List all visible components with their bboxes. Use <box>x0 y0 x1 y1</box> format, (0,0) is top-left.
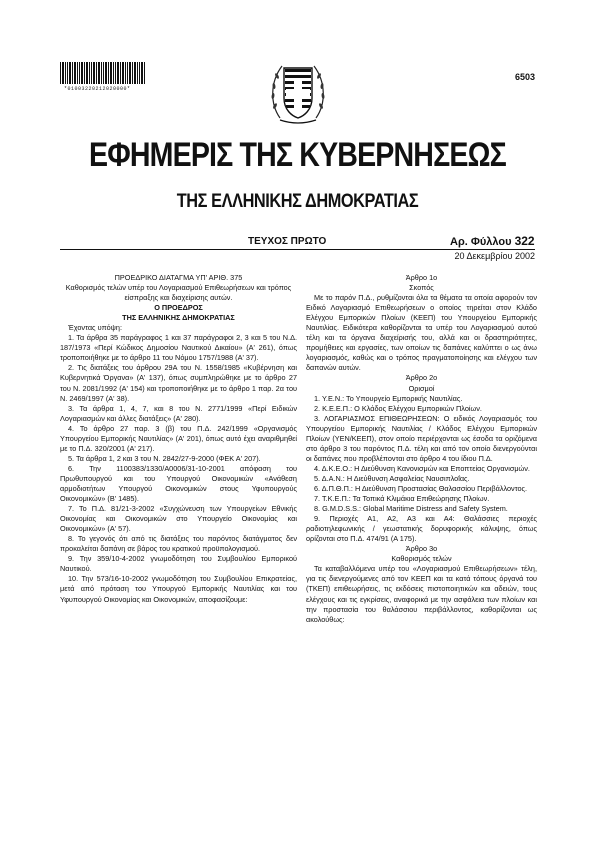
right-column <box>306 273 537 625</box>
paragraph: 10. Την 573/16-10-2002 γνωμοδότηση του Συμβουλίου Επικρατείας, μετά από πρόταση του Υπουργού Εμπορικής Ναυτιλίας και του Υφυπουργού Οικονομίας και Οικονομικών, αποφασίζουμε: <box>60 574 297 604</box>
paragraph: 4. Δ.Κ.Ε.Ο.: Η Διεύθυνση Κανονισμών και Εποπτείας Οργανισμών. <box>314 463 530 473</box>
article-3-title: Καθορισμός τελών <box>391 554 452 564</box>
article-2-title: Ορισμοί <box>408 383 435 393</box>
paragraph: 1. Τα άρθρα 35 παράγραφος 1 και 37 παράγραφοι 2, 3 και 5 του Ν.Δ. 187/1973 «Περί Κώδικος Δημοσίου Ναυτικού Δικαίου» (Α' 261), όπως τροποποιήθηκε με το άρθρο 11 του Νόμου 1757/1988 (Α' 37). <box>60 333 297 363</box>
greek-coat-of-arms-icon <box>268 56 328 128</box>
article-3-heading: Άρθρο 3ο <box>405 544 438 554</box>
article-2-heading: Άρθρο 2ο <box>405 373 438 383</box>
paragraph: 3. Τα άρθρα 1, 4, 7, και 8 του Ν. 2771/1999 «Περί Ειδικών Λογαριασμών και άλλες διατάξεις» (Α' 280). <box>60 403 297 423</box>
paragraph: 6. Την 1100383/1330/Α0006/31-10-2001 απόφαση του Πρωθυπουργού και του Υπουργού Οικονομικών «Ανάθεση αρμοδιοτήτων Υπουργού Οικονομικών στους Υφυπουργούς Οικονομικών» (Β' 1485). <box>60 463 297 504</box>
paragraph: Τα καταβαλλόμενα υπέρ του «Λογαριασμού Επιθεωρήσεων» τέλη, για τις διενεργούμενες από τον ΚΕΕΠ και τα κατά τόπους όργανά του (ΤΚΕΠ) επιθεωρήσεις, τις εκδόσεις πιστοποιητικών και αδειών, τους ελέγχους και τις εγκρίσεις, αναφορικά με την ασφάλεια των πλοίων και την προστασία του θαλάσσιου περιβάλλοντος, καθορίζονται ως ακολούθως: <box>306 564 537 624</box>
sheet-number-value: 322 <box>514 234 535 248</box>
paragraph: Με το παρόν Π.Δ., ρυθμίζονται όλα τα θέματα τα οποία αφορούν τον Ειδικό Λογαριασμό Επιθεωρήσεων ο οποίος τηρείται στον Κλάδο Ελέγχου Εμπορικών Πλοίων (ΚΕΕΠ) του Υπουργείου Εμπορικής Ναυτιλίας. Ειδικότερα καθορίζονται τα υπέρ του Λογαριασμού αυτού τέλη και τα όργανα διαχείρισής του, αλλά και οι δραστηριότητες, προμήθειες και εργασίες, των οποίων τις δαπάνες καλύπτει ο ως άνω λογαριασμός, καθώς και ο τρόπος πραγματοποίησης και ελέγχου των δαπανών αυτών. <box>306 293 537 373</box>
issue-date: 20 Δεκεμβρίου 2002 <box>454 251 535 261</box>
paragraph: 7. Το Π.Δ. 81/21-3-2002 «Συγχώνευση των Υπουργείων Εθνικής Οικονομίας και Οικονομικών στο Υπουργείο Οικονομίας και Οικονομικών» (Α' 57). <box>60 504 297 534</box>
gazette-subtitle: ΤΗΣ ΕΛΛΗΝΙΚΗΣ ΔΗΜΟΚΡΑΤΙΑΣ <box>176 191 419 212</box>
header-divider <box>60 249 535 250</box>
paragraph: 5. Τα άρθρα 1, 2 και 3 του Ν. 2842/27-9-2000 (ΦΕΚ Α' 207). <box>68 453 261 463</box>
sheet-label: Αρ. Φύλλου <box>450 236 512 248</box>
republic-heading: ΤΗΣ ΕΛΛΗΝΙΚΗΣ ΔΗΜΟΚΡΑΤΙΑΣ <box>122 313 235 323</box>
sheet-number <box>450 234 535 248</box>
paragraph: 3. ΛΟΓΑΡΙΑΣΜΟΣ ΕΠΙΘΕΩΡΗΣΕΩΝ: Ο ειδικός Λογαριασμός του Υπουργείου Εμπορικής Ναυτιλίας / Κλάδος Ελέγχου Εμπορικών Πλοίων (ΥΕΝ/ΚΕΕΠ), στον οποίο περιέρχονται ως έσοδα τα οριζόμενα στο άρθρο 3 του παρόντος Π.Δ. τέλη και από τον οποίο διενεργούνται οι δαπάνες που προβλέπονται στο άρθρο 4 του ίδιου Π.Δ. <box>306 413 537 463</box>
article-1-title: Σκοπός <box>409 283 434 293</box>
page-number: 6503 <box>514 72 535 82</box>
paragraph: 9. Περιοχές Α1, Α2, Α3 και Α4: Θαλάσσιες περιοχές ραδιοτηλεφωνικής / γεωστατικής δορυφορικής κάλυψης, όπως ορίζονται στο Π.Δ. 474/91 (Α 175). <box>306 514 537 544</box>
paragraph: 8. G.M.D.S.S.: Global Maritime Distress and Safety System. <box>314 504 508 514</box>
paragraph: Έχοντας υπόψη: <box>68 323 122 333</box>
president-heading: Ο ΠΡΟΕΔΡΟΣ <box>154 303 203 313</box>
paragraph: 2. Κ.Ε.Ε.Π.: Ο Κλάδος Ελέγχου Εμπορικών Πλοίων. <box>314 403 482 413</box>
paragraph: 5. Δ.Α.Ν.: Η Διεύθυνση Ασφαλείας Ναυσιπλοΐας. <box>314 473 470 483</box>
barcode-number: *01003220212020000* <box>64 86 131 92</box>
paragraph: 4. Το άρθρο 27 παρ. 3 (β) του Π.Δ. 242/1999 «Οργανισμός Υπουργείου Εμπορικής Ναυτιλίας» (Α' 201), όπως αυτό έχει αναριθμηθεί με το Π.Δ. 320/2001 (Α' 217). <box>60 423 297 453</box>
paragraph: 2. Τις διατάξεις του άρθρου 29Α του Ν. 1558/1985 «Κυβέρνηση και Κυβερνητικά Όργανα» (Α' 137), όπως συμπληρώθηκε με το άρθρο 27 του Ν. 2081/1992 (Α' 154) και τροποποιήθηκε με το άρθρο 1 παρ. 2α του Ν. 2469/1997 (Α' 38). <box>60 363 297 403</box>
paragraph: 8. Το γεγονός ότι από τις διατάξεις του παρόντος διατάγματος δεν προκαλείται δαπάνη σε βάρος του κρατικού προϋπολογισμού. <box>60 534 297 554</box>
paragraph: 6. Δ.Π.Θ.Π.: Η Διεύθυνση Προστασίας Θαλασσίου Περιβάλλοντος. <box>314 483 528 493</box>
left-column <box>60 273 297 605</box>
issue-label: ΤΕΥΧΟΣ ΠΡΩΤΟ <box>248 236 327 247</box>
decree-summary: Καθορισμός τελών υπέρ του Λογαριασμού Επιθεωρήσεων και τρόπος είσπραξης και διαχείρισης αυτών. <box>65 283 292 303</box>
paragraph: 7. Τ.Κ.Ε.Π.: Τα Τοπικά Κλιμάκια Επιθεώρησης Πλοίων. <box>314 494 490 504</box>
decree-heading: ΠΡΟΕΔΡΙΚΟ ΔΙΑΤΑΓΜΑ ΥΠ' ΑΡΙΘ. 375 <box>114 273 243 282</box>
paragraph: 1. Υ.Ε.Ν.: Το Υπουργείο Εμπορικής Ναυτιλίας. <box>314 393 463 403</box>
gazette-title: ΕΦΗΜΕΡΙΣ ΤΗΣ ΚΥΒΕΡΝΗΣΕΩΣ <box>89 136 506 174</box>
barcode <box>60 62 145 84</box>
paragraph: 9. Την 359/10-4-2002 γνωμοδότηση του Συμβουλίου Εμπορικού Ναυτικού. <box>60 554 297 574</box>
article-1-heading: Άρθρο 1ο <box>405 273 438 282</box>
